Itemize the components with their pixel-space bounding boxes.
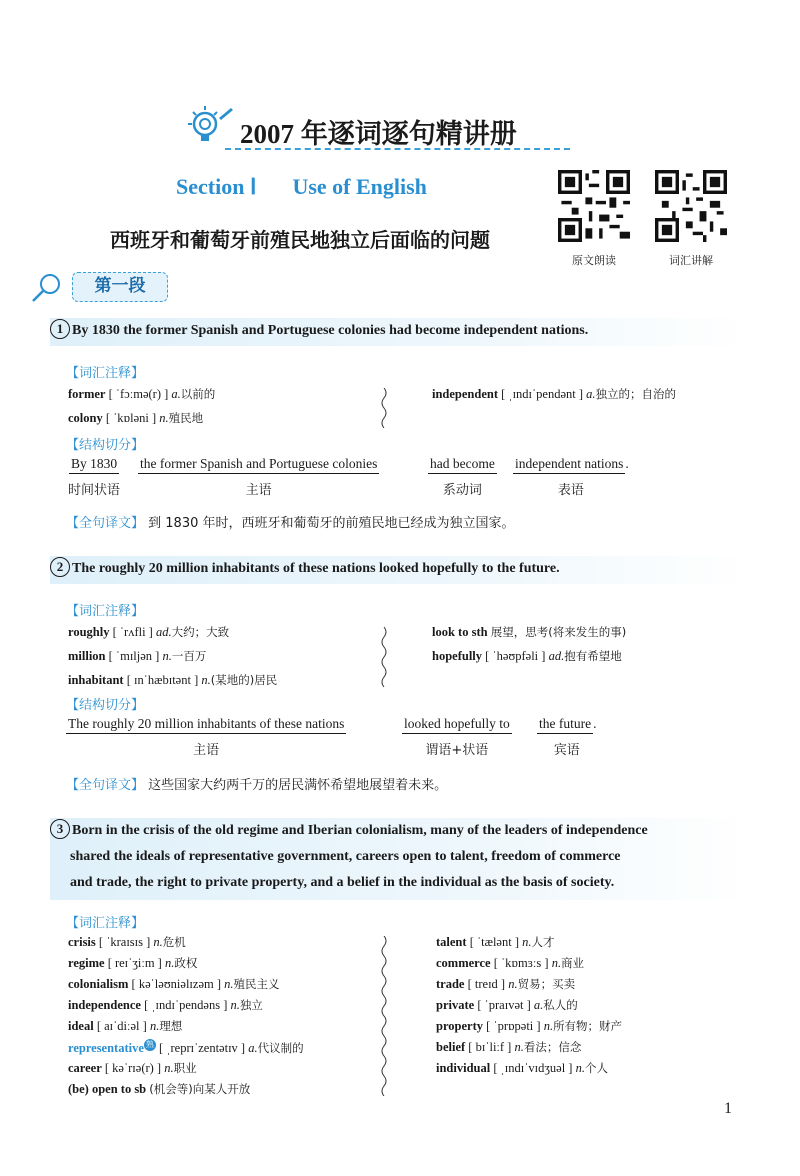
vocab-label: 【词汇注释】	[66, 366, 145, 381]
section-title	[176, 174, 427, 200]
sentence-number: 2	[50, 557, 70, 577]
book-title-block	[185, 104, 605, 154]
vocab-entry: crisis [ ˈkraɪsɪs ] n.危机	[68, 935, 186, 949]
paragraph-badge: 第一段	[72, 272, 168, 302]
qr-code-icon[interactable]	[558, 170, 630, 242]
vocab-entry: colony [ ˈkɒləni ] n.殖民地	[68, 411, 204, 425]
vocab-entry: career [ kəˈrɪə(r) ] n.职业	[68, 1061, 197, 1075]
qr-block-vocab[interactable]	[655, 170, 736, 268]
vocab-entry: independent [ ˌɪndɪˈpendənt ] a.独立的；自治的	[432, 387, 677, 401]
book-title: 2007 年逐词逐句精讲册	[240, 119, 517, 149]
wavy-divider	[378, 626, 390, 688]
vocab-entry: trade [ treɪd ] n.贸易；买卖	[436, 977, 576, 991]
structure-label: 【结构切分】	[66, 438, 145, 453]
vocab-entry: commerce [ ˈkɒmɜːs ] n.商业	[436, 956, 585, 970]
sentence-text: By 1830 the former Spanish and Portuguese colonies had become independent nations.	[72, 323, 589, 338]
qr-label-reading: 原文朗读	[572, 254, 616, 267]
vocab-entry: representative $^熟$ [ ˌreprɪˈzentətɪv ] a.代议制的	[68, 1040, 304, 1056]
structure-segment: had become 系动词	[430, 456, 495, 498]
wavy-divider	[378, 388, 390, 428]
passage-subtitle: 西班牙和葡萄牙前殖民地独立后面临的问题	[110, 228, 490, 252]
qr-code-icon[interactable]	[655, 170, 727, 242]
sentence-2	[50, 556, 750, 584]
vocab-entry: talent [ ˈtælənt ] n.人才	[436, 935, 555, 949]
vocab-entry: inhabitant [ ɪnˈhæbɪtənt ] n.(某地的)居民	[68, 673, 278, 687]
vocab-entry: independence [ ˌɪndɪˈpendəns ] n.独立	[68, 998, 263, 1012]
sentence-1	[50, 318, 750, 346]
wavy-divider	[378, 936, 390, 1096]
vocab-label: 【词汇注释】	[66, 916, 145, 931]
sentence-translation: 【全句译文】 这些国家大约两千万的居民满怀希望地展望着未来。	[66, 778, 448, 793]
vocab-entry: regime [ reɪˈʒiːm ] n.政权	[68, 956, 198, 970]
vocab-entry: colonialism [ kəˈləʊniəlɪzəm ] n.殖民主义	[68, 977, 280, 991]
structure-segment: the future . 宾语	[539, 716, 597, 758]
title-underline	[225, 148, 570, 150]
vocab-label: 【词汇注释】	[66, 604, 145, 619]
sentence-3	[50, 818, 750, 900]
sentence-text: The roughly 20 million inhabitants of these nations looked hopefully to the future.	[72, 561, 560, 576]
vocab-entry: former [ ˈfɔːmə(r) ] a.以前的	[68, 387, 216, 401]
vocab-entry: (be) open to sb (机会等)向某人开放	[68, 1082, 251, 1096]
vocab-entry: hopefully [ ˈhəʊpfəli ] ad.抱有希望地	[432, 649, 622, 663]
sentence-text-line: and trade, the right to private property, and a belief in the individual as the basis of society.	[70, 875, 615, 890]
magnifier-icon	[30, 272, 64, 304]
structure-segment: the former Spanish and Portuguese colonies 主语	[140, 456, 378, 498]
vocab-entry: private [ ˈpraɪvət ] a.私人的	[436, 998, 578, 1012]
familiar-badge: 熟	[145, 1040, 154, 1049]
lightbulb-icon	[185, 104, 235, 146]
vocab-entry: look to sth 展望，思考(将来发生的事)	[432, 625, 627, 639]
qr-block-reading[interactable]	[558, 170, 639, 268]
sentence-number: 1	[50, 319, 70, 339]
sentence-number: 3	[50, 819, 70, 839]
sentence-text-line: Born in the crisis of the old regime and Iberian colonialism, many of the leaders of independence	[72, 823, 648, 838]
vocab-entry: belief [ bɪˈliːf ] n.看法；信念	[436, 1040, 582, 1054]
vocab-entry: individual [ ˌɪndɪˈvɪdʒuəl ] n.个人	[436, 1061, 608, 1075]
vocab-entry: million [ ˈmɪljən ] n.一百万	[68, 649, 207, 663]
structure-segment: independent nations . 表语	[515, 456, 629, 498]
structure-segment: By 1830 时间状语	[68, 456, 121, 498]
page-number: 1	[724, 1100, 732, 1117]
section-label: Section Ⅰ	[176, 174, 257, 199]
structure-label: 【结构切分】	[66, 698, 145, 713]
vocab-entry: roughly [ ˈrʌfli ] ad.大约；大致	[68, 625, 230, 639]
sentence-translation: 【全句译文】 到 1830 年时，西班牙和葡萄牙的前殖民地已经成为独立国家。	[66, 516, 515, 531]
vocab-entry: ideal [ aɪˈdiːəl ] n.理想	[68, 1019, 183, 1033]
qr-label-vocab: 词汇讲解	[669, 254, 713, 267]
structure-segment: looked hopefully to 谓语+状语	[404, 716, 510, 758]
vocab-entry: property [ ˈprɒpəti ] n.所有物；财产	[436, 1019, 623, 1033]
structure-segment: The roughly 20 million inhabitants of these nations 主语	[68, 716, 345, 758]
sentence-text-line: shared the ideals of representative government, careers open to talent, freedom of commerce	[70, 849, 621, 864]
section-name: Use of English	[292, 174, 427, 199]
